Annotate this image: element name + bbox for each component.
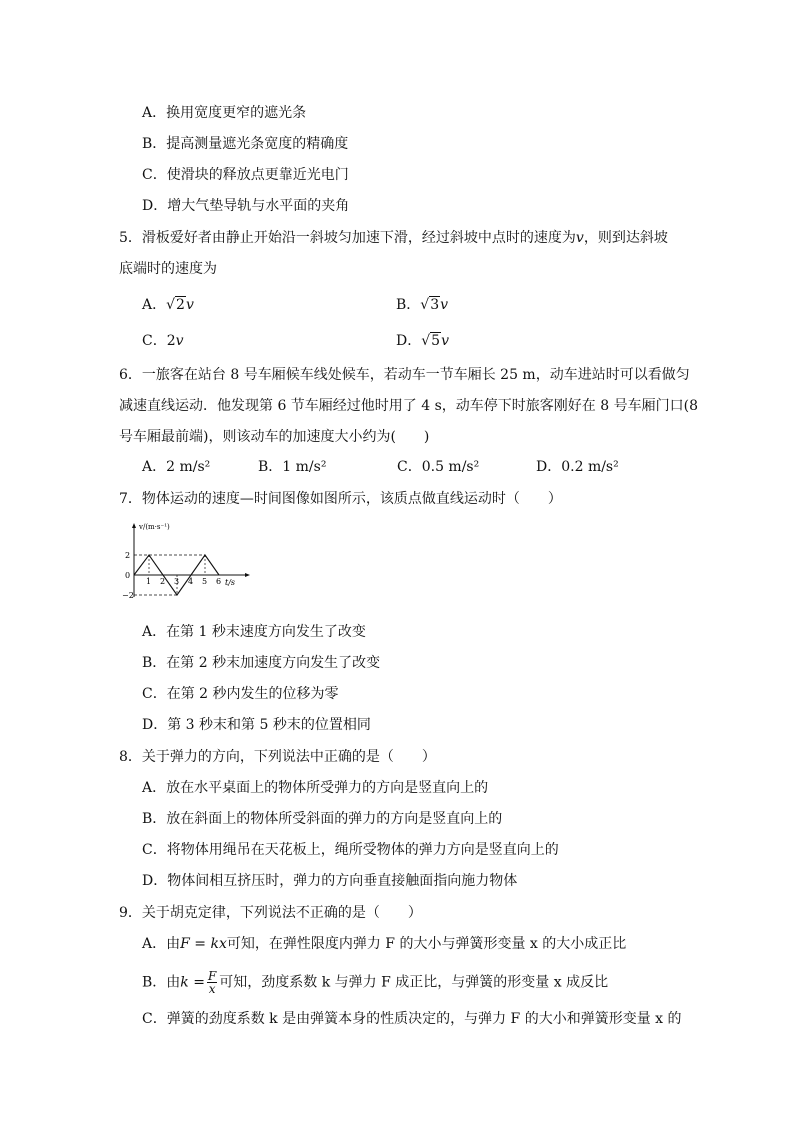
y-axis-label: v/(m·s⁻¹) <box>139 523 170 531</box>
x-axis-label: t/s <box>225 578 236 587</box>
x-tick-1: 1 <box>146 577 152 586</box>
velocity-time-graph <box>119 519 254 604</box>
q6-option-c: C．0.5 m/s² <box>397 459 480 475</box>
x-tick-6: 6 <box>216 577 222 586</box>
q5-stem-line2: 底端时的速度为 <box>119 261 217 277</box>
q7-option-c: C．在第 2 秒内发生的位移为零 <box>142 686 339 702</box>
q9-stem: 9．关于胡克定律，下列说法不正确的是（ ） <box>119 905 422 921</box>
q7-stem: 7．物体运动的速度—时间图像如图所示，该质点做直线运动时（ ） <box>119 491 562 507</box>
q7-option-b: B．在第 2 秒末加速度方向发生了改变 <box>142 655 381 671</box>
x-tick-3: 3 <box>174 577 180 586</box>
x-tick-4: 4 <box>188 577 194 586</box>
q8-option-b: B．放在斜面上的物体所受斜面的弹力的方向是竖直向上的 <box>142 811 503 827</box>
q4-option-c: C．使滑块的释放点更靠近光电门 <box>142 167 349 183</box>
fraction-f-over-x: $\frac{F}{x}$ <box>207 969 217 996</box>
q6-option-b: B．1 m/s² <box>258 459 327 475</box>
y-tick-0: 0 <box>125 571 131 580</box>
q5-option-a: A．√2v <box>142 297 194 313</box>
x-tick-5: 5 <box>202 577 208 586</box>
q5-stem-line1: 5．滑板爱好者由静止开始沿一斜坡匀加速下滑，经过斜坡中点时的速度为v，则到达斜坡 <box>119 230 668 246</box>
q7-option-d: D．第 3 秒末和第 5 秒末的位置相同 <box>142 717 371 733</box>
q8-option-c: C．将物体用绳吊在天花板上，绳所受物体的弹力方向是竖直向上的 <box>142 842 559 858</box>
y-axis-arrow <box>132 523 136 528</box>
q4-option-d: D．增大气垫导轨与水平面的夹角 <box>142 198 350 214</box>
q8-stem: 8．关于弹力的方向，下列说法中正确的是（ ） <box>119 749 436 765</box>
q4-option-a: A．换用宽度更窄的遮光条 <box>142 105 307 121</box>
q5-option-b: B．√3v <box>396 297 449 313</box>
q9-option-a: A．由F = kx可知，在弹性限度内弹力 F 的大小与弹簧形变量 x 的大小成正比 <box>142 936 627 952</box>
q6-stem-line2: 减速直线运动．他发现第 6 节车厢经过他时用了 4 s，动车停下时旅客刚好在 8 号车厢门口(8 <box>119 398 698 414</box>
q6-option-d: D．0.2 m/s² <box>536 459 619 475</box>
q5-option-d: D．√5v <box>396 333 449 349</box>
q7-option-a: A．在第 1 秒末速度方向发生了改变 <box>142 624 366 640</box>
q6-stem-line3: 号车厢最前端)，则该动车的加速度大小约为( ) <box>119 429 430 445</box>
q6-option-a: A．2 m/s² <box>142 459 211 475</box>
x-tick-2: 2 <box>160 577 166 586</box>
q9-option-b: B．由k = $\frac{F}{x}$ 可知，劲度系数 k 与弹力 F 成正比，与弹簧的形变量 x 成反比 <box>142 969 609 996</box>
q5-option-c: C．2v <box>142 333 184 349</box>
y-tick-neg2: −2 <box>122 591 134 600</box>
x-axis-arrow <box>245 573 250 577</box>
y-tick-2: 2 <box>125 551 131 560</box>
q9-option-c: C．弹簧的劲度系数 k 是由弹簧本身的性质决定的，与弹力 F 的大小和弹簧形变量 x 的 <box>142 1011 682 1027</box>
q8-option-d: D．物体间相互挤压时，弹力的方向垂直接触面指向施力物体 <box>142 873 518 889</box>
q4-option-b: B．提高测量遮光条宽度的精确度 <box>142 136 349 152</box>
q6-stem-line1: 6．一旅客在站台 8 号车厢候车线处候车，若动车一节车厢长 25 m，动车进站时可以看做匀 <box>119 367 690 383</box>
q8-option-a: A．放在水平桌面上的物体所受弹力的方向是竖直向上的 <box>142 780 489 796</box>
